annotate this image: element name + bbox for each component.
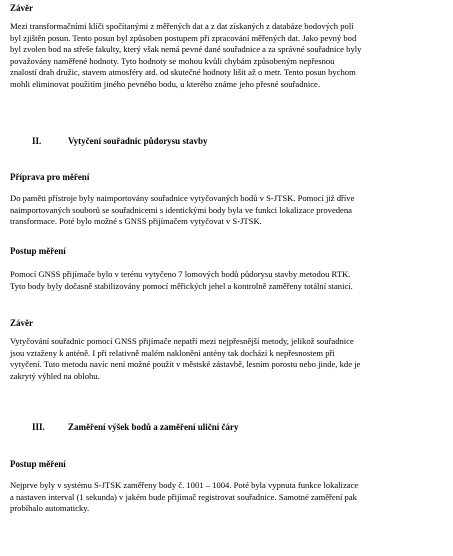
text-line: byl zvolen bod na střeše fakulty, který však nemá pevné dané souřadnice a za správné souřadnice byly [10, 44, 362, 55]
section-number: III. [32, 422, 45, 432]
text-line: a nastaven interval (1 sekunda) v jakém bude přijímač registrovat souřadnice. Samotné zaměření pak [10, 491, 357, 502]
text-line: naimportovaných souborů se souřadnicemi s identickými body byla ve funkci lokalizace provedena [10, 204, 352, 215]
heading-priprava: Příprava pro měření [10, 172, 90, 182]
heading-zaver-1: Závěr [10, 3, 33, 13]
section-number: II. [32, 136, 42, 146]
text-line: považovány naměřené hodnoty. Tyto hodnoty se mohou kvůli chybám způsobeným nepřesnou [10, 55, 335, 66]
text-line: jsou vztaženy k anténě. I při relativně malém naklonění antény tak dochází k nepřesnostem při [10, 347, 335, 358]
section-title: Vytyčení souřadnic půdorysu stavby [68, 136, 208, 146]
text-line: probíhalo automaticky. [10, 503, 90, 514]
paragraph-postup-1 [10, 269, 444, 292]
text-line: Do paměti přístroje byly naimportovány souřadnice vytyčovaných bodů v S-JTSK. Pomocí již dříve [10, 193, 355, 203]
heading-zaver-2: Závěr [10, 318, 33, 328]
text-line: zakrytý výhled na oblohu. [10, 370, 100, 381]
section-title: Zaměření výšek bodů a zaměření uliční čáry [68, 422, 239, 432]
text-line: Mezi transformačními klíči spočítanými z měřených dat a z dat získaných z databáze bodových polí [10, 21, 354, 31]
text-line: vytyčení. Tuto metodu navíc není možné použít v městské zástavbě, lesním porostu nebo jinde, kde je [10, 359, 361, 370]
paragraph-priprava [10, 193, 444, 228]
text-line: byl zjištěn posun. Tento posun byl způsoben postupem při zpracování měřených dat. Jako pevný bod [10, 32, 357, 43]
text-line: znalostí drah družic, stavem atmosféry atd. od skutečné hodnoty lišit až o metr. Tento posun bychom [10, 67, 356, 78]
heading-postup-1: Postup měření [10, 246, 66, 256]
text-line: Tyto body byly dočasně stabilizovány pomocí měřických jehel a kontrolně zaměřeny totální stanicí. [10, 280, 353, 291]
text-line: transformace. Poté bylo možné s GNSS přijímačem vytyčovat v S-JTSK. [10, 216, 262, 227]
heading-postup-2: Postup měření [10, 459, 66, 469]
text-line: Pomocí GNSS přijímače bylo v terénu vytyčeno 7 lomových bodů půdorysu stavby metodou RTK. [10, 269, 351, 279]
paragraph-zaver-1 [10, 21, 444, 91]
text-line: Nejprve byly v systému S-JTSK zaměřeny body č. 1001 – 1004. Poté byla vypnuta funkce lokalizace [10, 480, 359, 490]
paragraph-postup-2 [10, 480, 444, 515]
text-line: mohli eliminovat použitím jiného pevného bodu, u kterého známe jeho přesné souřadnice. [10, 78, 321, 89]
text-line: Vytyčování souřadnic pomocí GNSS přijímače nepatří mezi nejpřesnější metody, jelikož souřadnice [10, 336, 354, 346]
paragraph-zaver-2 [10, 336, 444, 382]
